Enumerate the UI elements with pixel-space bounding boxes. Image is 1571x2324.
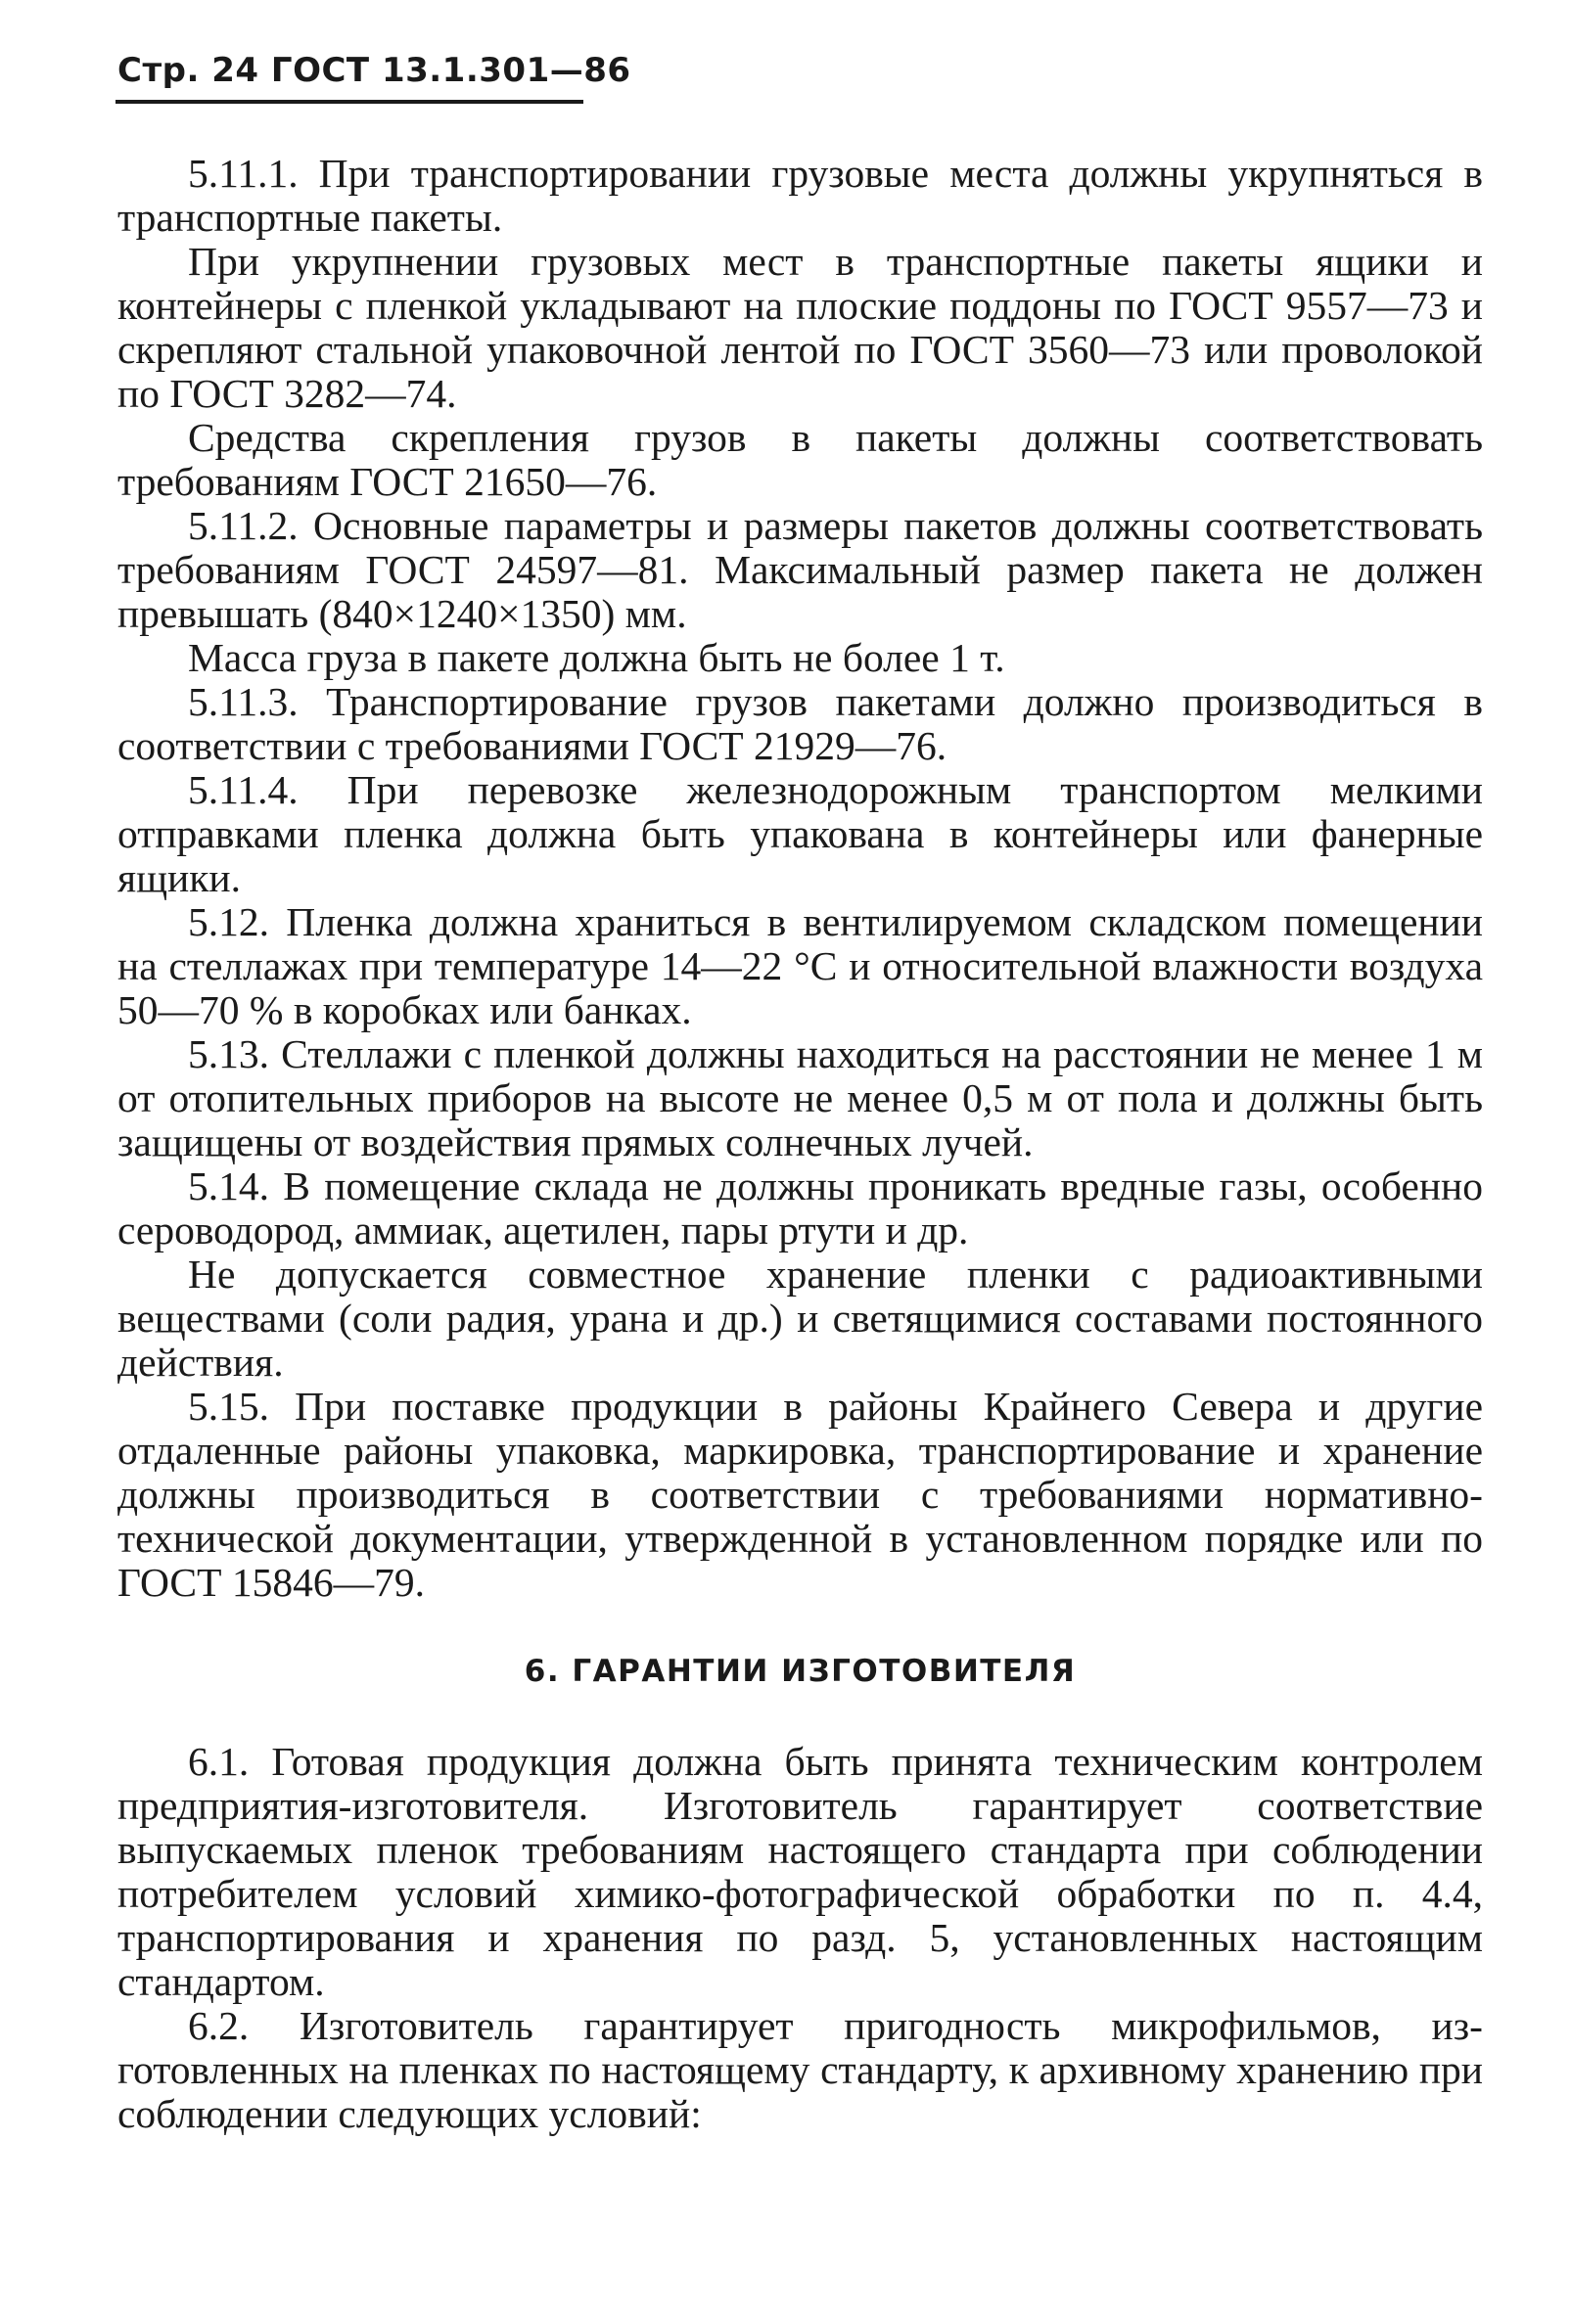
paragraph-5-13: 5.13. Стеллажи с пленкой должны находиться на расстоянии не менее 1 м от отопительных приборов на высоте не менее 0,5 м от пола и должны быть защищены от воздействия прямых солнечных лучей.	[117, 1031, 1483, 1164]
paragraph-5-11-3: 5.11.3. Транспортирование грузов пакетами должно производиться в соответствии с требованиями ГОСТ 21929—76.	[117, 679, 1483, 768]
paragraph-5-11-4: 5.11.4. При перевозке железнодорожным транспортом мелкими отправками пленка должна быть упакована в контейнеры или фанерные ящики.	[117, 767, 1483, 900]
paragraph-fastening: Средства скрепления грузов в пакеты должны соответствовать требованиям ГОСТ 21650—76.	[117, 415, 1483, 504]
paragraph-consolidation: При укрупнении грузовых мест в транспортные пакеты ящики и контейнеры с пленкой укладывают на плоские поддоны по ГОСТ 9557—73 и скрепляют стальной упаковочной лентой по ГОСТ 3560—73 или проволокой по ГОСТ 3282—74.	[117, 239, 1483, 416]
header-rule	[116, 100, 583, 104]
paragraph-6-2: 6.2. Изготовитель гарантирует пригодность микрофильмов, изготовленных на пленках по настоящему стандарту, к архивному хранению при соблюдении следующих условий:	[117, 2003, 1483, 2136]
paragraph-5-15: 5.15. При поставке продукции в районы Крайнего Севера и другие отдаленные районы упаковка, маркировка, транспортирование и хранение должны производиться в соответствии с требованиями нормативно-технической документации, утвержденной в установленном порядке или по ГОСТ 15846—79.	[117, 1384, 1483, 1605]
paragraph-5-14: 5.14. В помещение склада не должны проникать вредные газы, особенно сероводород, аммиак, ацетилен, пары ртути и др.	[117, 1163, 1483, 1253]
body-text	[117, 152, 1483, 2136]
paragraph-6-1: 6.1. Готовая продукция должна быть принята техническим контролем предприятия-изготовителя. Изготовитель гарантирует соответствие выпускаемых пленок требованиям настоящего стандарта при соблюдении потребителем условий химико-фотографической обработки по п. 4.4, транспортирования и хранения по разд. 5, установленных настоящим стандартом.	[117, 1739, 1483, 2004]
section-6-heading: 6. ГАРАНТИИ ИЗГОТОВИТЕЛЯ	[524, 1654, 1077, 1689]
paragraph-5-12: 5.12. Пленка должна храниться в вентилируемом складском помещении на стеллажах при температуре 14—22 °С и относительной влажности воздуха 50—70 % в коробках или банках.	[117, 899, 1483, 1032]
paragraph-5-11-1: 5.11.1. При транспортировании грузовые места должны укрупняться в транспортные пакеты.	[117, 151, 1483, 240]
paragraph-5-11-2: 5.11.2. Основные параметры и размеры пакетов должны соответствовать требованиям ГОСТ 24597—81. Максимальный размер пакета не должен превышать (840×1240×1350) мм.	[117, 503, 1483, 636]
running-head: Стр. 24 ГОСТ 13.1.301—86	[117, 51, 631, 90]
section-5-packaging-storage	[117, 152, 1483, 1605]
paragraph-cargo-mass: Масса груза в пакете должна быть не более 1 т.	[188, 635, 1005, 680]
section-6-manufacturer-warranty	[117, 1740, 1483, 2136]
paragraph-joint-storage: Не допускается совместное хранение пленки с радиоактивными веществами (соли радия, урана и др.) и светящимися составами постоянного действия.	[117, 1252, 1483, 1385]
